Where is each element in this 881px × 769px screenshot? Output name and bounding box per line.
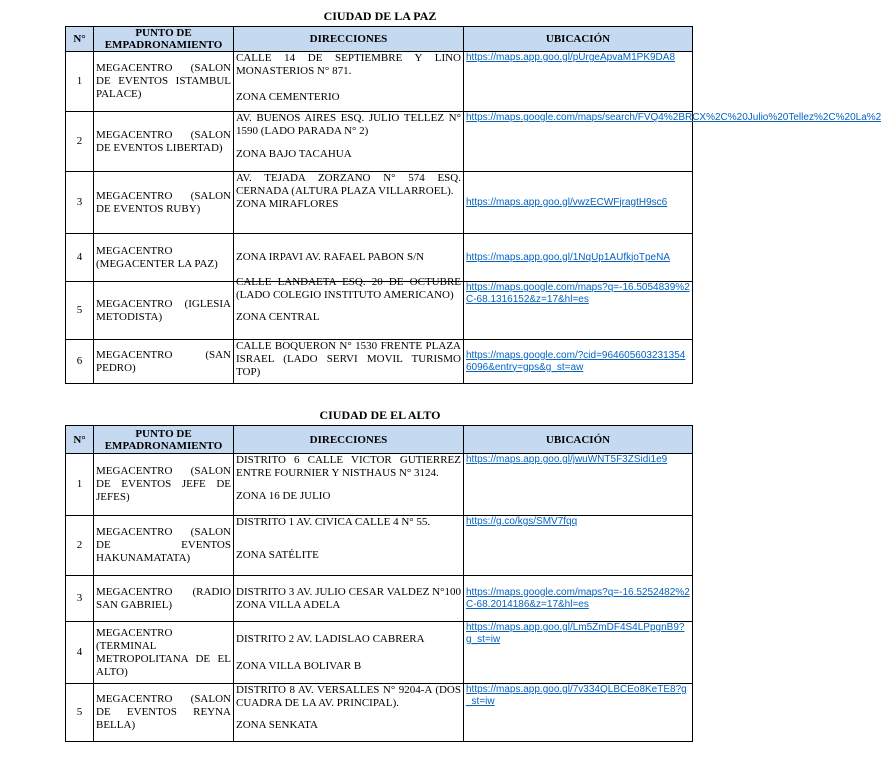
- row-direccion-cell: [234, 454, 464, 516]
- row-num: 6: [66, 340, 94, 384]
- row-zona: ZONA MIRAFLORES: [236, 198, 339, 210]
- row-direccion: CALLE BOQUERON N° 1530 FRENTE PLAZA ISRAEL (LADO SERVI MOVIL TURISMO TOP): [236, 340, 461, 378]
- header-punto: PUNTO DE EMPADRONAMIENTO: [94, 27, 234, 52]
- row-punto: MEGACENTRO (TERMINAL METROPOLITANA DE EL ALTO): [94, 622, 234, 684]
- row-direccion-cell: [234, 516, 464, 576]
- row-ubicacion-cell: [464, 234, 693, 282]
- row-direccion-cell: [234, 276, 464, 340]
- map-link[interactable]: https://maps.google.com/maps?q=-16.5054839%2C-68.1316152&z=17&hl=es: [466, 282, 690, 305]
- map-link[interactable]: https://maps.app.goo.gl/vwzECWFjragtH9sc6: [466, 196, 668, 208]
- row-ubicacion-cell: [464, 684, 693, 742]
- row-zona: ZONA VILLA BOLIVAR B: [236, 659, 362, 672]
- row-num: 1: [66, 52, 94, 112]
- table-row: [66, 684, 693, 742]
- row-zona: ZONA SATÉLITE: [236, 549, 319, 561]
- row-ubicacion-cell: [464, 172, 693, 234]
- table-row: [66, 340, 693, 384]
- table-row: [66, 622, 693, 684]
- header-num: N°: [66, 27, 94, 52]
- row-direccion: DISTRITO 6 CALLE VICTOR GUTIERREZ ENTRE FOURNIER Y NISTHAUS N° 3124.: [236, 454, 461, 479]
- row-ubicacion-cell: [464, 340, 693, 384]
- row-num: 4: [66, 234, 94, 282]
- row-direccion-cell: [234, 234, 464, 282]
- row-punto: MEGACENTRO (SALON DE EVENTOS HAKUNAMATATA): [94, 516, 234, 576]
- row-direccion: ZONA IRPAVI AV. RAFAEL PABON S/N: [236, 251, 425, 263]
- row-direccion-cell: [234, 52, 464, 112]
- row-punto: MEGACENTRO (SALON DE EVENTOS RUBY): [94, 172, 234, 234]
- row-direccion: CALLE 14 DE SEPTIEMBRE Y LINO MONASTERIOS N° 871.: [236, 52, 461, 77]
- map-link[interactable]: https://maps.app.goo.gl/jwuWNT5F3ZSidi1e9: [466, 454, 668, 465]
- header-punto: PUNTO DE EMPADRONAMIENTO: [94, 426, 234, 454]
- row-direccion-cell: [234, 622, 464, 684]
- row-zona: ZONA 16 DE JULIO: [236, 490, 331, 502]
- header-ubicacion: UBICACIÓN: [464, 426, 693, 454]
- row-direccion-cell: [234, 576, 464, 622]
- row-num: 5: [66, 684, 94, 742]
- map-link[interactable]: https://maps.google.com/?cid=9646056032313546096&entry=gps&g_st=aw: [466, 349, 686, 373]
- row-direccion: AV. BUENOS AIRES ESQ. JULIO TELLEZ N° 1590 (LADO PARADA N° 2): [236, 112, 461, 137]
- table-row: [66, 282, 693, 340]
- table-row: [66, 454, 693, 516]
- map-link[interactable]: https://maps.app.goo.gl/7v334QLBCEo8KeTE8?g_st=iw: [466, 684, 687, 707]
- row-num: 1: [66, 454, 94, 516]
- row-direccion: DISTRITO 8 AV. VERSALLES N° 9204-A (DOS CUADRA DE LA AV. PRINCIPAL).: [236, 684, 461, 709]
- map-link[interactable]: https://maps.app.goo.gl/Lm5ZmDF4S4LPpgnB9?g_st=iw: [466, 622, 685, 645]
- row-zona: ZONA CEMENTERIO: [236, 91, 340, 103]
- row-punto: MEGACENTRO (MEGACENTER LA PAZ): [94, 234, 234, 282]
- row-zona: ZONA CENTRAL: [236, 311, 320, 323]
- row-punto: MEGACENTRO (SALON DE EVENTOS LIBERTAD): [94, 112, 234, 172]
- row-punto: MEGACENTRO (SAN PEDRO): [94, 340, 234, 384]
- table-row: [66, 52, 693, 112]
- map-link[interactable]: https://maps.app.goo.gl/1NqUp1AUfkjoTpeNA: [466, 251, 670, 263]
- table-el-alto: [65, 425, 693, 742]
- row-ubicacion-cell: [464, 454, 693, 516]
- row-punto: MEGACENTRO (SALON DE EVENTOS REYNA BELLA): [94, 684, 234, 742]
- table-row: [66, 172, 693, 234]
- row-direccion-cell: [234, 340, 464, 384]
- row-ubicacion-cell: [464, 112, 881, 172]
- row-num: 2: [66, 516, 94, 576]
- map-link[interactable]: https://maps.google.com/maps?q=-16.5252482%2C-68.2014186&z=17&hl=es: [466, 586, 690, 610]
- table-header-row: [66, 426, 693, 454]
- map-link[interactable]: https://maps.google.com/maps/search/FVQ4%2BRCX%2C%20Julio%20Tellez%2C%20La%2: [466, 112, 881, 123]
- header-direcciones: DIRECCIONES: [234, 27, 464, 52]
- row-punto: MEGACENTRO (IGLESIA METODISTA): [94, 282, 234, 340]
- row-ubicacion-cell: [464, 52, 693, 112]
- header-ubicacion: UBICACIÓN: [464, 27, 693, 52]
- row-direccion: DISTRITO 1 AV. CIVICA CALLE 4 N° 55.: [236, 516, 431, 528]
- row-zona: ZONA BAJO TACAHUA: [236, 148, 352, 160]
- row-ubicacion-cell: [464, 516, 693, 576]
- row-ubicacion-cell: [464, 622, 693, 684]
- row-ubicacion-cell: [464, 576, 693, 622]
- row-ubicacion-cell: [464, 282, 693, 340]
- row-num: 2: [66, 112, 94, 172]
- row-punto: MEGACENTRO (SALON DE EVENTOS JEFE DE JEFES): [94, 454, 234, 516]
- row-direccion: DISTRITO 3 AV. JULIO CESAR VALDEZ N°100 ZONA VILLA ADELA: [236, 585, 461, 611]
- row-num: 3: [66, 576, 94, 622]
- map-link[interactable]: https://maps.app.goo.gl/pUrgeApvaM1PK9DA8: [466, 52, 676, 63]
- table-la-paz: [65, 26, 881, 384]
- row-zona: ZONA SENKATA: [236, 719, 318, 731]
- row-direccion: DISTRITO 2 AV. LADISLAO CABRERA: [236, 632, 425, 645]
- header-direcciones: DIRECCIONES: [234, 426, 464, 454]
- section-title-el-alto: CIUDAD DE EL ALTO: [319, 408, 441, 422]
- table-row: [66, 112, 693, 172]
- row-direccion: AV. TEJADA ZORZANO N° 574 ESQ. CERNADA (ALTURA PLAZA VILLARROEL).: [236, 172, 461, 197]
- section-title-la-paz: CIUDAD DE LA PAZ: [323, 9, 437, 23]
- row-num: 3: [66, 172, 94, 234]
- row-punto: MEGACENTRO (RADIO SAN GABRIEL): [94, 576, 234, 622]
- row-num: 5: [66, 282, 94, 340]
- row-direccion-cell: [234, 684, 464, 742]
- row-punto: MEGACENTRO (SALON DE EVENTOS ISTAMBUL PALACE): [94, 52, 234, 112]
- table-row: [66, 516, 693, 576]
- table-row: [66, 576, 693, 622]
- row-direccion-cell: [234, 172, 464, 234]
- row-direccion: CALLE LANDAETA ESQ. 20 DE OCTUBRE (LADO COLEGIO INSTITUTO AMERICANO): [236, 276, 461, 301]
- row-direccion-cell: [234, 112, 464, 172]
- table-header-row: [66, 27, 693, 52]
- table-row: [66, 234, 693, 282]
- map-link[interactable]: https://g.co/kgs/SMV7fqq: [466, 516, 578, 527]
- row-num: 4: [66, 622, 94, 684]
- header-num: N°: [66, 426, 94, 454]
